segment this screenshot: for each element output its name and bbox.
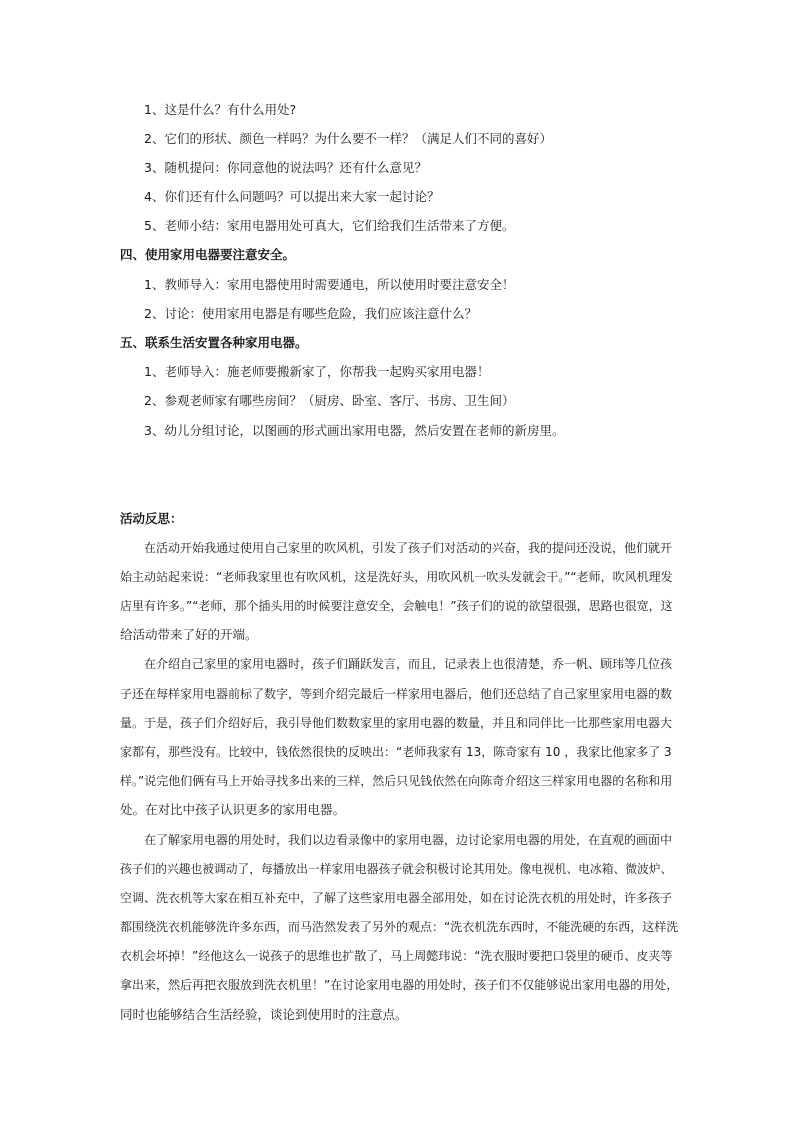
paragraph-line: 在介绍自己家里的家用电器时，孩子们踊跃发言，而且，记录表上也很清楚，乔一帆、顾玮等几位孩 — [144, 657, 673, 671]
paragraph-line: 始主动站起来说：“老师我家里也有吹风机，这是洗好头，用吹风机一吹头发就会干。”“老师，吹风机理发 — [120, 570, 673, 584]
list-item: 5、老师小结：家用电器用处可真大，它们给我们生活带来了方便。 — [144, 218, 515, 233]
section-heading: 五、联系生活安置各种家用电器。 — [120, 335, 308, 350]
paragraph-line: 店里有许多。”“老师，那个插头用的时候要注意安全，会触电！”孩子们的说的欲望很强，思路也很宽，这 — [120, 599, 673, 613]
paragraph-line: 在活动开始我通过使用自己家里的吹风机，引发了孩子们对活动的兴奋，我的提问还没说，他们就开 — [144, 541, 673, 555]
paragraph-line: 家都有，那些没有。比较中，钱依然很快的反映出：“老师我家有 13，陈奇家有 10 ，我家比他家多了 3 — [120, 745, 672, 759]
list-item: 4、你们还有什么问题吗？可以提出来大家一起讨论？ — [144, 189, 440, 204]
paragraph-line: 样。”说完他们俩有马上开始寻找多出来的三样，然后只见钱依然在向陈奇介绍这三样家用电器的名称和用 — [120, 774, 673, 788]
list-item: 2、讨论：使用家用电器是有哪些危险，我们应该注意什么？ — [144, 306, 477, 321]
list-item: 2、它们的形状、颜色一样吗？为什么要不一样？（满足人们不同的喜好） — [144, 131, 552, 146]
paragraph-line: 量。于是，孩子们介绍好后，我引导他们数数家里的家用电器的数量，并且和同伴比一比那些家用电器大 — [120, 716, 673, 730]
paragraph-line: 衣机会坏掉！”经他这么一说孩子的思维也扩散了，马上周懿玮说：“洗衣服时要把口袋里的硬币、皮夹等 — [120, 949, 673, 963]
list-item: 3、随机提问：你同意他的说法吗？还有什么意见？ — [144, 160, 427, 175]
paragraph-line: 孩子们的兴趣也被调动了，每播放出一样家用电器孩子就会积极讨论其用处。像电视机、电冰箱、微波炉、 — [120, 862, 673, 876]
paragraph-line: 拿出来，然后再把衣服放到洗衣机里！”在讨论家用电器的用处时，孩子们不仅能够说出家用电器的用处， — [120, 978, 679, 992]
paragraph-line: 都围绕洗衣机能够洗许多东西，而马浩然发表了另外的观点：“洗衣机洗东西时，不能洗硬的东西，这样洗 — [120, 920, 679, 934]
paragraph-line: 子还在每样家用电器前标了数字，等到介绍完最后一样家用电器后，他们还总结了自己家里家用电器的数 — [120, 687, 673, 701]
paragraph-line: 空调、洗衣机等大家在相互补充中，了解了这些家用电器全部用处，如在讨论洗衣机的用处时，许多孩子 — [120, 891, 673, 905]
paragraph-line: 同时也能够结合生活经验，谈论到使用时的注意点。 — [120, 1007, 408, 1022]
list-item: 1、老师导入：施老师要搬新家了，你帮我一起购买家用电器！ — [144, 364, 490, 379]
list-item: 1、教师导入：家用电器使用时需要通电，所以使用时要注意安全！ — [144, 277, 515, 292]
list-item: 1、这是什么？有什么用处? — [144, 102, 297, 117]
reflection-title: 活动反思： — [120, 511, 183, 526]
paragraph-line: 处。在对比中孩子认识更多的家用电器。 — [120, 802, 346, 817]
section-heading: 四、使用家用电器要注意安全。 — [120, 247, 296, 262]
paragraph-line: 在了解家用电器的用处时，我们以边看录像中的家用电器，边讨论家用电器的用处，在直观的画面中 — [144, 833, 673, 847]
list-item: 2、参观老师家有哪些房间？（厨房、卧室、客厅、书房、卫生间） — [144, 393, 515, 408]
list-item: 3、幼儿分组讨论，以图画的形式画出家用电器，然后安置在老师的新房里。 — [144, 423, 565, 438]
paragraph-line: 给活动带来了好的开端。 — [120, 627, 258, 642]
